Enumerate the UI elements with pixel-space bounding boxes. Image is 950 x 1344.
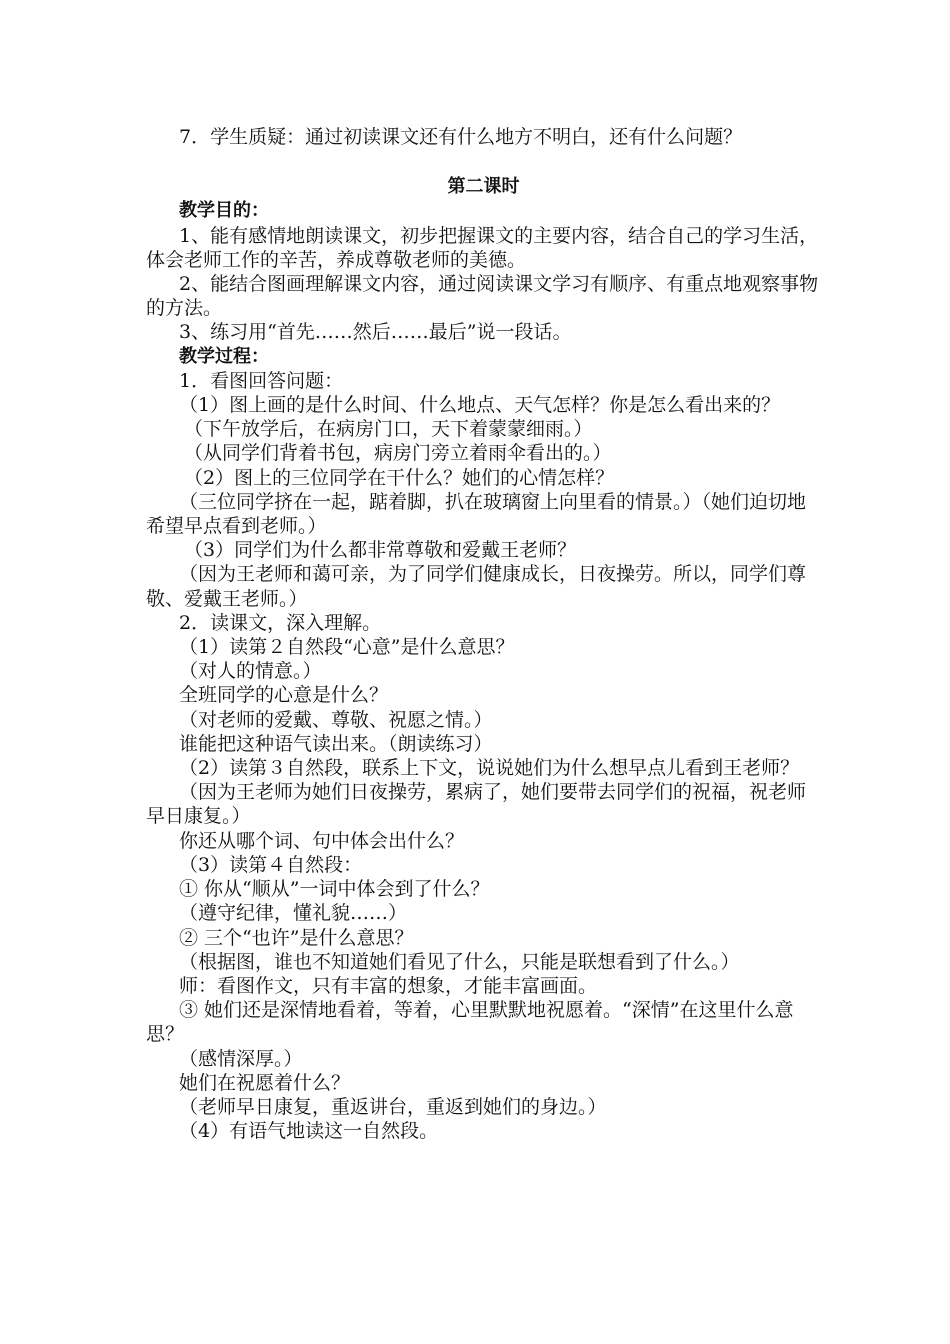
step-1: 1．看图回答问题： (179, 369, 344, 392)
question-line: 7．学生质疑：通过初读课文还有什么地方不明白，还有什么问题？ (179, 126, 743, 148)
reading-3-answer-4: （老师早日康复，重返讲台，重返到她们的身边。） (179, 1095, 607, 1118)
reading-1-answer-2: （对老师的爱戴、尊敬、祝愿之情。） (179, 708, 493, 731)
reading-3-answer-1: （遵守纪律，懂礼貌……） (179, 902, 408, 925)
reading-2: （2）读第３自然段，联系上下文，说说她们为什么想早点儿看到王老师？ (179, 757, 800, 780)
reading-1-question: 全班同学的心意是什么？ (179, 684, 389, 707)
document-body (146, 125, 821, 1143)
question-3: （3）同学们为什么都非常尊敬和爱戴王老师？ (184, 539, 577, 562)
goal-1: 1、能有感情地朗读课文，初步把握课文的主要内容，结合自己的学习生活，体会老师工作的辛苦，养成尊敬老师的美德。 (146, 224, 819, 271)
reading-3-answer-2: （根据图，谁也不知道她们看见了什么，只能是联想看到了什么。） (179, 950, 740, 973)
reading-3-item-3: ③ 她们还是深情地看着，等着，心里默默地祝愿着。“深情”在这里什么意思？ (146, 999, 794, 1046)
answer-1a: （下午放学后，在病房门口，天下着蒙蒙细雨。） (184, 418, 593, 441)
reading-3-item-2: ② 三个“也许”是什么意思？ (179, 926, 414, 949)
goal-3: 3、练习用“首先……然后……最后”说一段话。 (179, 321, 572, 344)
reading-2-answer: （因为王老师为她们日夜操劳，累病了，她们要带去同学们的祝福，祝老师早日康复。） (146, 781, 807, 828)
goals-heading: 教学目的： (179, 200, 269, 222)
question-1: （1）图上画的是什么时间、什么地点、天气怎样？你是怎么看出来的？ (179, 394, 781, 417)
process-heading: 教学过程： (179, 345, 269, 367)
reading-2-question: 你还从哪个词、句中体会出什么？ (179, 829, 465, 852)
question-2: （2）图上的三位同学在干什么？她们的心情怎样？ (184, 466, 615, 489)
answer-1b: （从同学们背着书包，病房门旁立着雨伞看出的。） (184, 442, 612, 465)
teacher-note: 师：看图作文，只有丰富的想象，才能丰富画面。 (179, 974, 598, 997)
reading-3-answer-3: （感情深厚。） (179, 1047, 303, 1070)
goal-2: 2、能结合图画理解课文内容，通过阅读课文学习有顺序、有重点地观察事物的方法。 (146, 273, 819, 320)
reading-4: （4）有语气地读这一自然段。 (179, 1120, 439, 1143)
answer-2: （三位同学挤在一起，踮着脚，扒在玻璃窗上向里看的情景。）（她们迫切地希望早点看到老师。） (146, 490, 807, 538)
reading-1-practice: 谁能把这种语气读出来。（朗读练习） (179, 732, 493, 755)
step-2: 2．读课文，深入理解。 (179, 611, 382, 634)
reading-1-answer: （对人的情意。） (179, 660, 322, 683)
reading-3: （3）读第４自然段： (179, 853, 363, 876)
reading-3-item-1: ① 你从“顺从”一词中体会到了什么？ (179, 878, 490, 901)
reading-1: （1）读第２自然段“心意”是什么意思？ (179, 636, 515, 659)
section-title: 第二课时 (447, 176, 520, 198)
reading-3-question: 她们在祝愿着什么？ (179, 1071, 351, 1094)
answer-3: （因为王老师和蔼可亲，为了同学们健康成长，日夜操劳。所以，同学们尊敬、爱戴王老师。） (146, 563, 807, 610)
